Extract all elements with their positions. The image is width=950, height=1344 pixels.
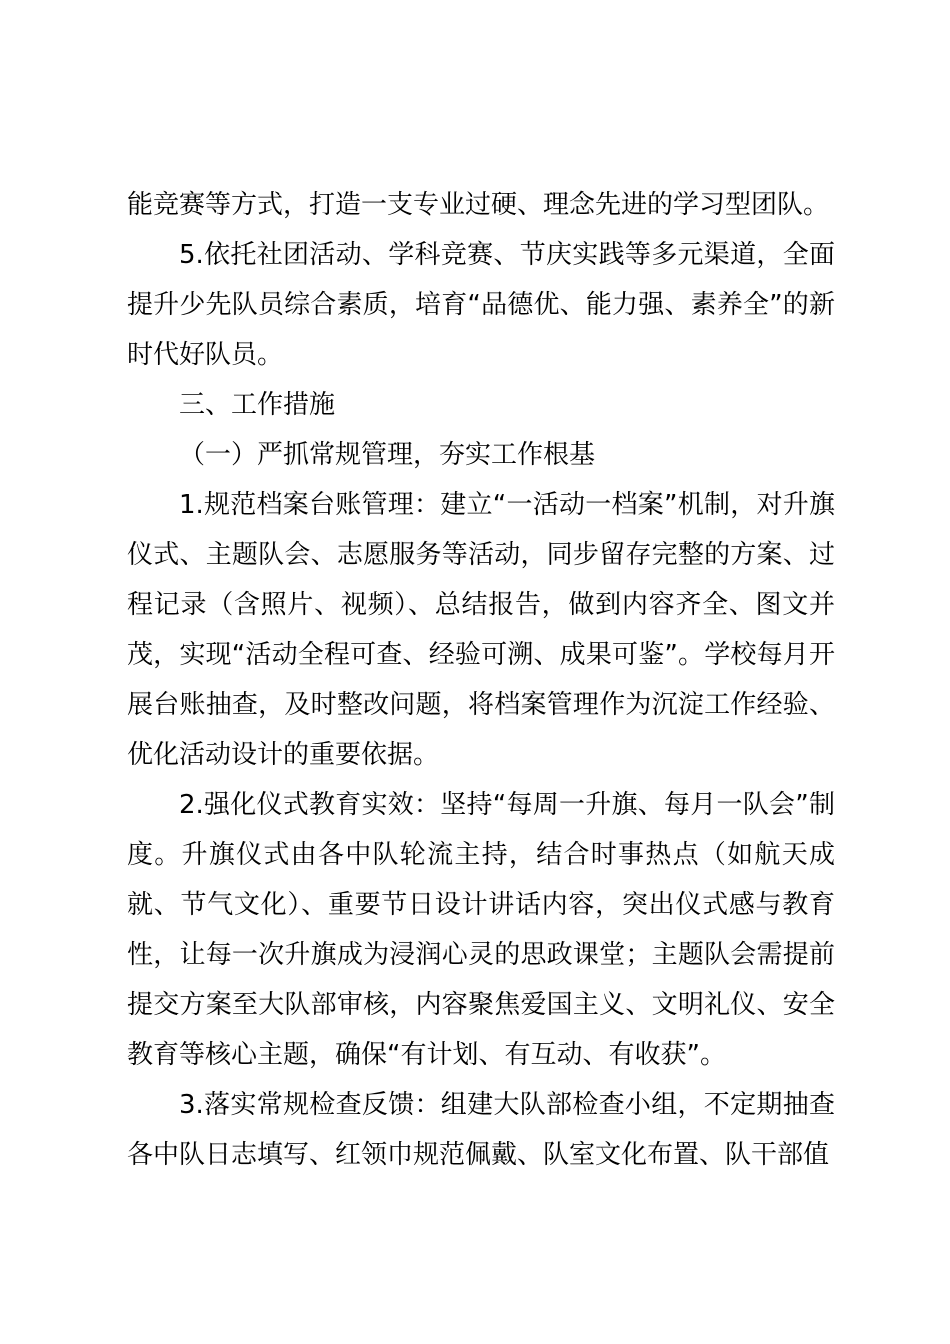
paragraph-item-5: 5.依托社团活动、学科竞赛、节庆实践等多元渠道，全面提升少先队员综合素质，培育“品德优、能力强、素养全”的新时代好队员。 <box>127 240 835 370</box>
document-body <box>127 180 835 1180</box>
paragraph-routine-inspection: 3.落实常规检查反馈：组建大队部检查小组，不定期抽查各中队日志填写、红领巾规范佩戴、队室文化布置、队干部值 <box>127 1090 835 1170</box>
subsection-heading-routine-management: （一）严抓常规管理，夯实工作根基 <box>179 440 596 470</box>
paragraph-ceremony-education: 2.强化仪式教育实效：坚持“每周一升旗、每月一队会”制度。升旗仪式由各中队轮流主持，结合时事热点（如航天成就、节气文化）、重要节日设计讲话内容，突出仪式感与教育性，让每一次升旗成为浸润心灵的思政课堂；主题队会需提前提交方案至大队部审核，内容聚焦爱国主义、文明礼仪、安全教育等核心主题，确保“有计划、有互动、有收获”。 <box>127 790 835 1070</box>
paragraph-continuation: 能竞赛等方式，打造一支专业过硬、理念先进的学习型团队。 <box>127 190 830 220</box>
paragraph-archive-management: 1.规范档案台账管理：建立“一活动一档案”机制，对升旗仪式、主题队会、志愿服务等活动，同步留存完整的方案、过程记录（含照片、视频）、总结报告，做到内容齐全、图文并茂，实现“活动全程可查、经验可溯、成果可鉴”。学校每月开展台账抽查，及时整改问题，将档案管理作为沉淀工作经验、优化活动设计的重要依据。 <box>127 490 835 770</box>
section-heading-measures: 三、工作措施 <box>179 390 336 420</box>
